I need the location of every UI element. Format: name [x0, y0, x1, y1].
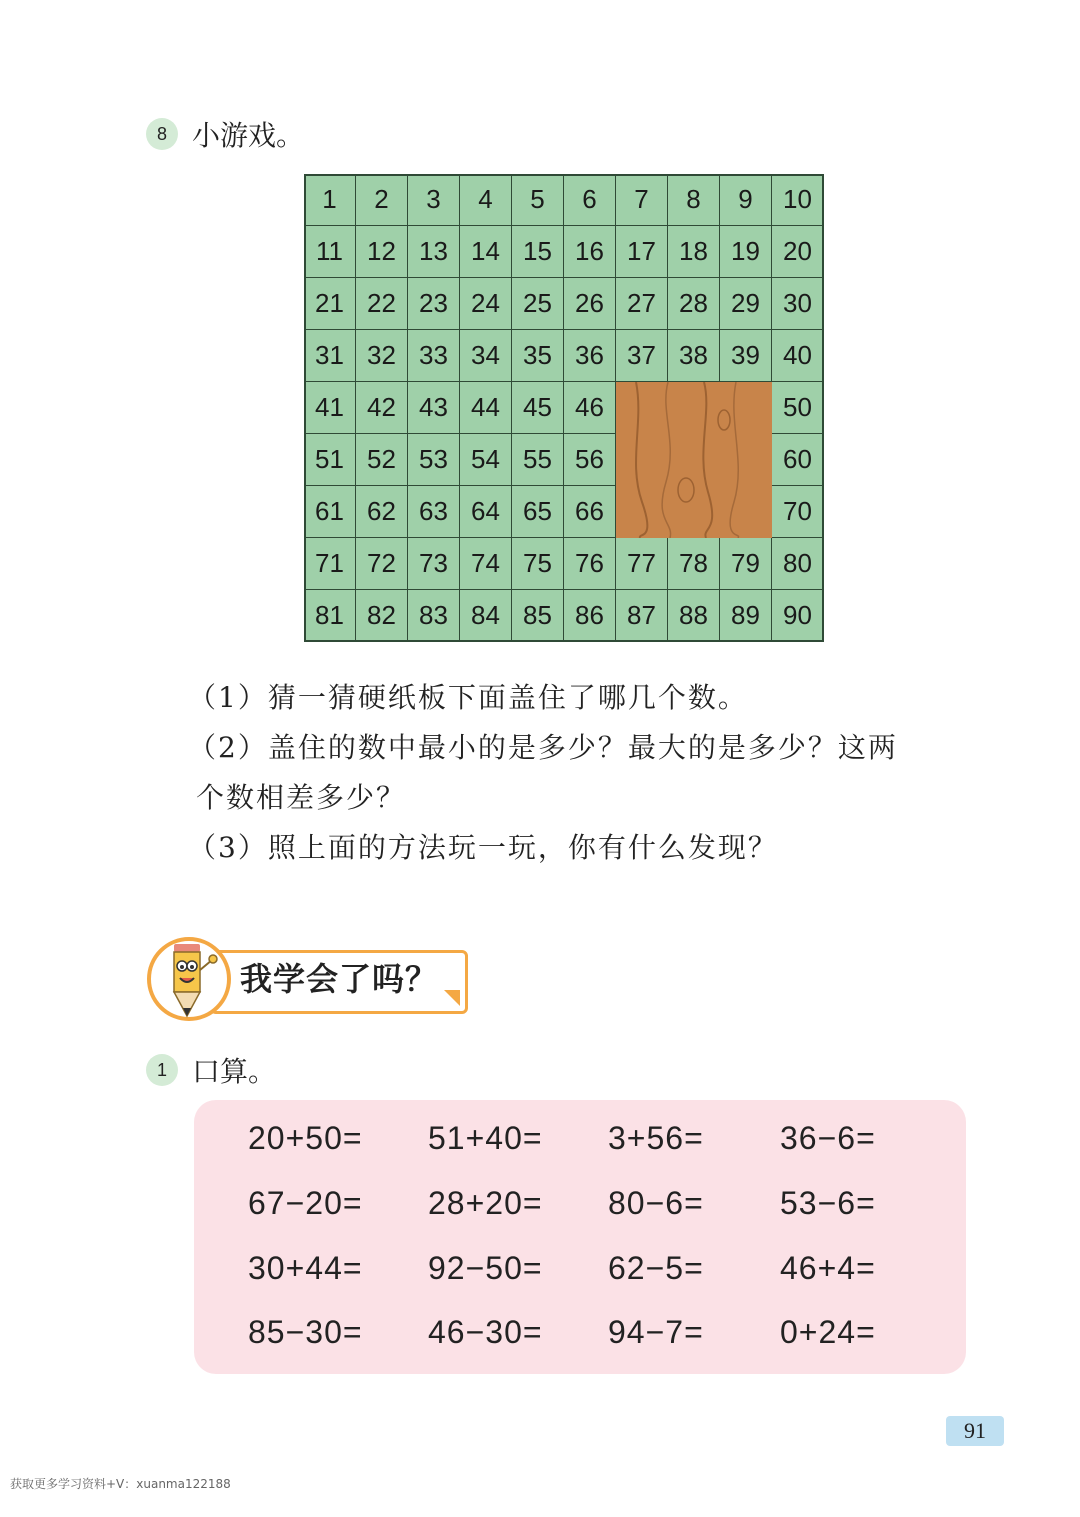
grid-cell: 63 — [408, 486, 460, 538]
grid-cell: 3 — [408, 174, 460, 226]
grid-cell: 80 — [772, 538, 824, 590]
grid-cell: 46 — [564, 382, 616, 434]
grid-cell: 39 — [720, 330, 772, 382]
grid-cell: 88 — [668, 590, 720, 642]
section-8-badge: 8 — [146, 118, 178, 150]
grid-cell: 85 — [512, 590, 564, 642]
grid-cell: 45 — [512, 382, 564, 434]
grid-cell: 41 — [304, 382, 356, 434]
grid-cell: 73 — [408, 538, 460, 590]
grid-cell: 25 — [512, 278, 564, 330]
grid-cell: 1 — [304, 174, 356, 226]
math-problem: 46+4= — [780, 1250, 876, 1286]
grid-cell: 70 — [772, 486, 824, 538]
grid-cell: 12 — [356, 226, 408, 278]
grid-cell: 21 — [304, 278, 356, 330]
section-1-badge: 1 — [146, 1054, 178, 1086]
grid-cell: 62 — [356, 486, 408, 538]
grid-cell: 65 — [512, 486, 564, 538]
math-problem: 30+44= — [248, 1250, 363, 1286]
math-problem: 53−6= — [780, 1185, 876, 1221]
grid-cell: 44 — [460, 382, 512, 434]
grid-cell: 55 — [512, 434, 564, 486]
grid-cell: 34 — [460, 330, 512, 382]
grid-cell: 79 — [720, 538, 772, 590]
grid-cell: 71 — [304, 538, 356, 590]
grid-cell: 89 — [720, 590, 772, 642]
grid-cell: 84 — [460, 590, 512, 642]
grid-cell: 19 — [720, 226, 772, 278]
grid-cell: 74 — [460, 538, 512, 590]
grid-cell: 43 — [408, 382, 460, 434]
grid-cell: 26 — [564, 278, 616, 330]
math-problem: 0+24= — [780, 1314, 876, 1350]
math-problem: 36−6= — [780, 1120, 876, 1156]
grid-cell: 15 — [512, 226, 564, 278]
grid-cell: 51 — [304, 434, 356, 486]
grid-cell: 17 — [616, 226, 668, 278]
grid-cell: 90 — [772, 590, 824, 642]
grid-cell: 29 — [720, 278, 772, 330]
question-3: （3）照上面的方法玩一玩，你有什么发现？ — [188, 831, 778, 864]
math-problem: 94−7= — [608, 1314, 704, 1350]
grid-cell: 8 — [668, 174, 720, 226]
question-2-line-2: 个数相差多少？ — [196, 781, 407, 814]
grid-cell: 81 — [304, 590, 356, 642]
grid-cell: 56 — [564, 434, 616, 486]
banner-tail — [444, 990, 460, 1006]
section-1-title: 口算。 — [192, 1055, 277, 1088]
grid-cell: 31 — [304, 330, 356, 382]
grid-cell: 40 — [772, 330, 824, 382]
math-problem: 80−6= — [608, 1185, 704, 1221]
grid-cell: 54 — [460, 434, 512, 486]
grid-cell: 28 — [668, 278, 720, 330]
grid-cell: 61 — [304, 486, 356, 538]
grid-cell: 24 — [460, 278, 512, 330]
grid-cell: 23 — [408, 278, 460, 330]
grid-cell: 72 — [356, 538, 408, 590]
grid-cell: 9 — [720, 174, 772, 226]
grid-cell: 7 — [616, 174, 668, 226]
grid-cell: 33 — [408, 330, 460, 382]
math-problem: 20+50= — [248, 1120, 363, 1156]
grid-cell: 66 — [564, 486, 616, 538]
grid-cell: 18 — [668, 226, 720, 278]
math-problem: 67−20= — [248, 1185, 363, 1221]
section-8-title: 小游戏。 — [192, 119, 305, 152]
grid-cell: 22 — [356, 278, 408, 330]
grid-cell: 5 — [512, 174, 564, 226]
grid-cell: 53 — [408, 434, 460, 486]
grid-cell: 30 — [772, 278, 824, 330]
grid-cell: 4 — [460, 174, 512, 226]
grid-cell: 75 — [512, 538, 564, 590]
grid-cell: 16 — [564, 226, 616, 278]
grid-cell: 35 — [512, 330, 564, 382]
page-number: 91 — [946, 1416, 1004, 1446]
grid-cell: 64 — [460, 486, 512, 538]
math-problem: 92−50= — [428, 1250, 543, 1286]
grid-cell: 77 — [616, 538, 668, 590]
math-problem: 46−30= — [428, 1314, 543, 1350]
grid-cell: 27 — [616, 278, 668, 330]
grid-cell: 37 — [616, 330, 668, 382]
pencil-mascot-icon — [146, 936, 232, 1022]
grid-cell: 32 — [356, 330, 408, 382]
grid-cell: 87 — [616, 590, 668, 642]
grid-cell: 38 — [668, 330, 720, 382]
question-1: （1）猜一猜硬纸板下面盖住了哪几个数。 — [188, 681, 748, 714]
grid-cell: 36 — [564, 330, 616, 382]
grid-cell: 2 — [356, 174, 408, 226]
grid-cell: 42 — [356, 382, 408, 434]
grid-cell: 76 — [564, 538, 616, 590]
cardboard-cover — [616, 382, 772, 538]
grid-cell: 50 — [772, 382, 824, 434]
grid-cell: 83 — [408, 590, 460, 642]
grid-cell: 60 — [772, 434, 824, 486]
grid-cell: 82 — [356, 590, 408, 642]
math-problem: 51+40= — [428, 1120, 543, 1156]
grid-cell: 20 — [772, 226, 824, 278]
math-problem: 62−5= — [608, 1250, 704, 1286]
grid-cell: 78 — [668, 538, 720, 590]
math-problem: 85−30= — [248, 1314, 363, 1350]
grid-cell: 11 — [304, 226, 356, 278]
grid-cell: 86 — [564, 590, 616, 642]
banner-title: 我学会了吗？ — [240, 960, 439, 998]
question-2-line-1: （2）盖住的数中最小的是多少？最大的是多少？这两 — [188, 731, 898, 764]
grid-cell: 14 — [460, 226, 512, 278]
grid-cell: 6 — [564, 174, 616, 226]
footer-watermark: 获取更多学习资料+V：xuanma122188 — [10, 1477, 231, 1491]
math-problem: 3+56= — [608, 1120, 704, 1156]
grid-cell: 10 — [772, 174, 824, 226]
grid-cell: 13 — [408, 226, 460, 278]
grid-cell: 52 — [356, 434, 408, 486]
math-problem: 28+20= — [428, 1185, 543, 1221]
